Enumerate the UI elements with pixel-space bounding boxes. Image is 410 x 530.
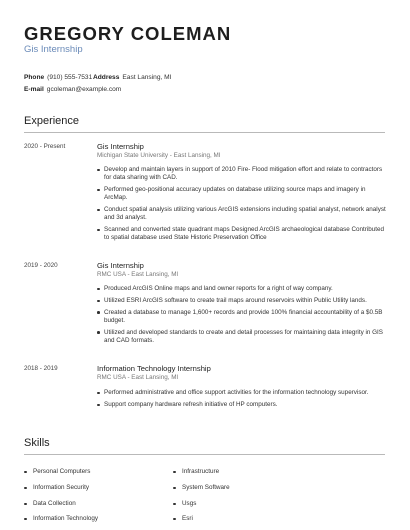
skills-divider xyxy=(24,454,385,455)
bullet-dot xyxy=(173,503,176,506)
candidate-role: Gis Internship xyxy=(24,44,83,55)
job-1-title: Gis Internship xyxy=(97,142,144,151)
job-1-subtitle: Michigan State University - East Lansing, MI xyxy=(97,152,221,159)
skills-heading: Skills xyxy=(24,437,50,449)
skill-item: Information Security xyxy=(24,484,89,491)
job-2-dates: 2019 - 2020 xyxy=(24,262,58,269)
contact-phone xyxy=(24,74,92,81)
experience-divider xyxy=(24,132,385,133)
list-item: Produced ArcGIS Online maps and land owner reports for a right of way company. xyxy=(97,285,387,293)
list-item: Performed administrative and office support activities for the information technology supervisor. xyxy=(97,389,387,397)
bullet-dot xyxy=(173,487,176,490)
skill-item: Usgs xyxy=(173,500,196,507)
job-2-bullets xyxy=(97,285,387,349)
address-value: East Lansing, MI xyxy=(122,74,172,81)
list-item: Support company hardware refresh initiative of HP computers. xyxy=(97,401,387,409)
email-value: gcoleman@example.com xyxy=(46,86,122,93)
address-label: Address xyxy=(93,74,120,81)
list-item: Performed geo-positional accuracy updates on database utilizing source maps and imagery in ArcMap. xyxy=(97,186,387,202)
job-3-title: Information Technology Internship xyxy=(97,364,211,373)
list-item: Conduct spatial analysis utilizing various ArcGIS extensions including spatial analyst, network analyst and 3d analyst. xyxy=(97,206,387,222)
list-item: Utilized ESRI ArcGIS software to create trail maps around reservoirs within Public Utility lands. xyxy=(97,297,387,305)
bullet-dot xyxy=(24,503,27,506)
job-3-bullets xyxy=(97,389,387,413)
job-1-bullets xyxy=(97,166,387,246)
skill-item: Personal Computers xyxy=(24,468,90,475)
skill-item: Esri xyxy=(173,515,193,522)
skill-item: Data Collection xyxy=(24,500,76,507)
job-2-subtitle: RMC USA - East Lansing, MI xyxy=(97,271,179,278)
bullet-dot xyxy=(173,518,176,521)
job-2-title: Gis Internship xyxy=(97,261,144,270)
phone-label: Phone xyxy=(24,74,45,81)
list-item: Utilized and developed standards to create and detail processes for maintaining data integrity in GIS and CAD formats. xyxy=(97,329,387,345)
bullet-dot xyxy=(24,487,27,490)
email-label: E-mail xyxy=(24,86,44,93)
job-3-dates: 2018 - 2019 xyxy=(24,365,58,372)
bullet-dot xyxy=(173,471,176,474)
job-3-subtitle: RMC USA - East Lansing, MI xyxy=(97,374,179,381)
bullet-dot xyxy=(24,518,27,521)
job-1-dates: 2020 - Present xyxy=(24,143,66,150)
experience-heading: Experience xyxy=(24,115,80,127)
bullet-dot xyxy=(24,471,27,474)
list-item: Created a database to manage 1,600+ records and provide 100% financial accountability of a $0.5B budget. xyxy=(97,309,387,325)
phone-value: (910) 555-7531 xyxy=(47,74,93,81)
list-item: Scanned and converted state quadrant maps Designed ArcGIS archaeological database Contributed to spatial database used State Historic Preservation Office xyxy=(97,226,387,242)
candidate-name: GREGORY COLEMAN xyxy=(24,23,232,44)
contact-email xyxy=(24,86,121,93)
skill-item: Infrastructure xyxy=(173,468,219,475)
contact-address xyxy=(93,74,172,81)
skill-item: Information Technology xyxy=(24,515,98,522)
list-item: Develop and maintain layers in support of 2010 Fire- Flood mitigation effort and relate to contractors for data sharing with CAD. xyxy=(97,166,387,182)
skill-item: System Software xyxy=(173,484,230,491)
